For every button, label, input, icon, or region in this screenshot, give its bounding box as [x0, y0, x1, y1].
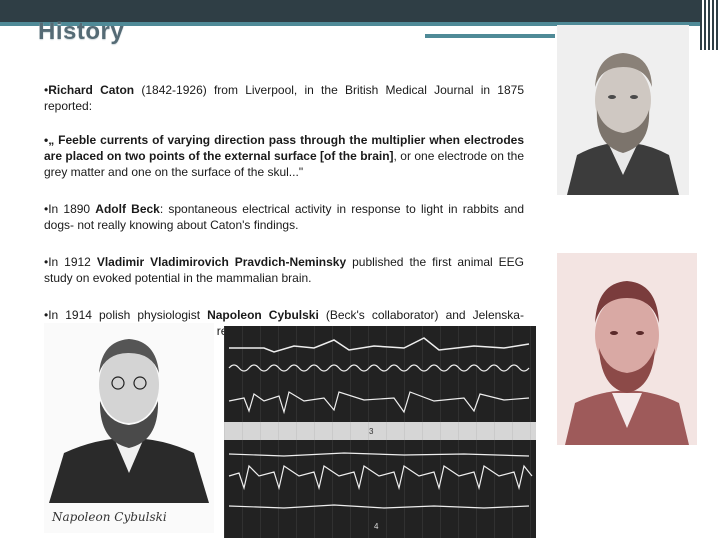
bold-text: Vladimir Vladimirovich Pravdich-Neminsky — [96, 255, 347, 269]
slide-title: History — [38, 18, 125, 45]
bullet-paragraph — [44, 82, 524, 114]
caton-portrait — [557, 25, 689, 195]
bullet-paragraph — [44, 132, 524, 180]
pravdich-neminsky-portrait — [557, 253, 697, 445]
bullet-paragraph — [44, 201, 524, 233]
text-run: •In 1912 — [44, 255, 97, 269]
bold-text: Adolf Beck — [95, 202, 160, 216]
text-run: •In 1890 — [44, 202, 96, 216]
text-run: : spontaneous electrical activity in response to light in rabbits and dogs- not really knowing about Caton's findings. — [44, 202, 524, 232]
eeg-recording-image — [224, 326, 536, 538]
bold-text: Napoleon Cybulski — [207, 308, 319, 322]
text-run: • — [44, 83, 49, 97]
eeg-panel-label-3: 3 — [369, 427, 374, 436]
text-run: (Beck's collaborator) and Jelenska- — [325, 308, 524, 322]
bold-text: Richard Caton — [48, 83, 135, 97]
cybulski-portrait — [44, 323, 214, 533]
bold-text: •„ Feeble currents of varying direction pass through the multiplier when electrodes are placed on two points of the external surface [of the brain] — [44, 133, 524, 163]
bullet-paragraph — [44, 254, 524, 286]
text-run: (1842-1926) from Liverpool, in the British Medical Journal in 1875 reported: — [44, 83, 524, 113]
header-pattern — [700, 0, 720, 50]
text-run: published the first animal EEG study on evoked potential in the mammalian brain. — [44, 255, 525, 285]
header-accent-line — [425, 34, 555, 38]
slide-body — [44, 82, 524, 360]
cybulski-signature: Napoleon Cybulski — [52, 510, 167, 524]
eeg-panel-label-4: 4 — [374, 522, 379, 531]
text-run: •In 1914 polish physiologist — [44, 308, 208, 322]
text-run: , or one electrode on the grey matter and one on the surface of the skul..." — [44, 149, 524, 179]
